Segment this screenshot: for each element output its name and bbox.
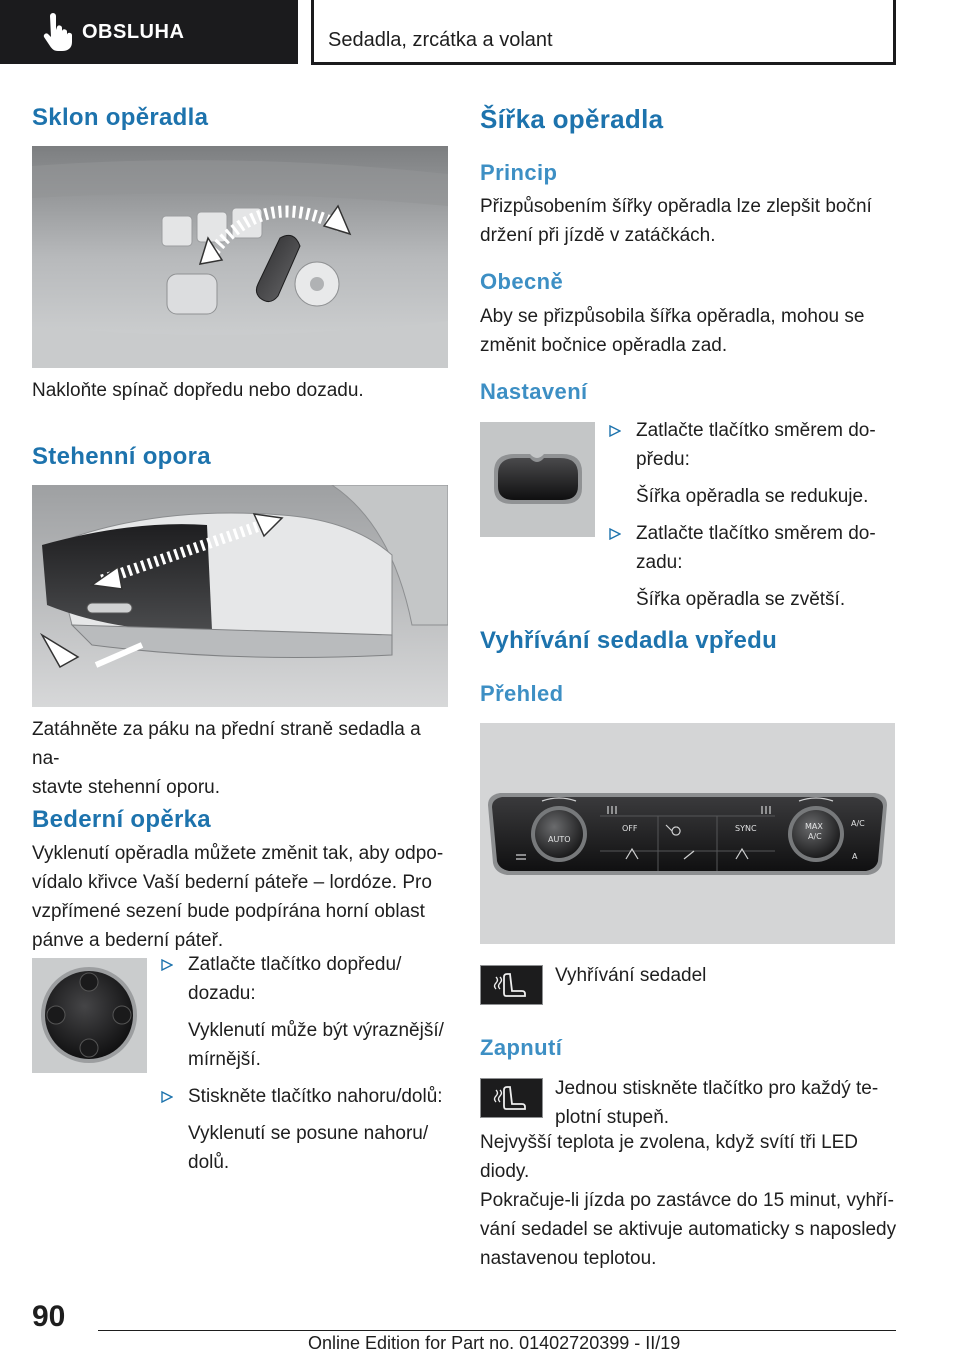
header-underline — [311, 62, 896, 65]
panel-label-sync: SYNC — [735, 824, 757, 833]
led-text: Nejvyšší teplota je zvolena, když svítí tři LED diody. — [480, 1132, 859, 1182]
thigh-support-image — [32, 485, 448, 707]
heading-backrest-tilt: Sklon opěradla — [32, 104, 209, 131]
lumbar-step-2-result: Vyklenutí se posune nahoru/ dolů. — [188, 1123, 429, 1173]
switch-on-text: Jednou stiskněte tlačítko pro každý te- plotní stupeň. — [555, 1078, 879, 1128]
backrest-switch-image — [32, 146, 448, 368]
climate-panel-image — [480, 723, 895, 944]
section-tab-label: OBSLUHA — [82, 20, 185, 43]
section-tab — [0, 0, 298, 64]
principle-text: Přizpůsobením šířky opěradla lze zlepšit boční držení při jízdě v zatáčkách. — [480, 196, 872, 246]
lumbar-step-1-result: Vyklenutí může být výraznější/ mírnější. — [188, 1020, 444, 1070]
header-divider — [311, 0, 314, 64]
header-end-line — [893, 0, 896, 65]
triangle-right-icon — [161, 1091, 173, 1103]
lumbar-steps — [161, 950, 461, 1185]
width-steps — [609, 416, 899, 622]
heading-seat-heating: Vyhřívání sedadla vpředu — [480, 627, 778, 654]
lumbar-step-1 — [161, 950, 461, 1074]
resume-text: Pokračuje-li jízda po zastávce do 15 minut, vyhří- vání sedadel se aktivuje automaticky s naposledy nastavenou teplotou. — [480, 1190, 897, 1269]
panel-label-max: MAX — [805, 822, 823, 831]
lumbar-button-image — [32, 958, 147, 1073]
width-step-1-result: Šířka opěradla se redukuje. — [636, 486, 869, 507]
width-step-2-action: Zatlačte tlačítko směrem do- zadu: — [636, 523, 876, 573]
heading-switch-on: Zapnutí — [480, 1035, 563, 1060]
width-step-1-action: Zatlačte tlačítko směrem do- předu: — [636, 420, 876, 470]
general-text: Aby se přizpůsobila šířka opěradla, mohou se změnit bočnice opěradla zad. — [480, 306, 865, 356]
seat-heating-icon-caption: Vyhřívání sedadel — [555, 965, 707, 986]
panel-label-ac: A/C — [851, 819, 865, 828]
triangle-right-icon — [609, 528, 621, 540]
triangle-right-icon — [609, 425, 621, 437]
footer-edition: Online Edition for Part no. 01402720399 - II/19 — [308, 1333, 681, 1353]
heading-general: Obecně — [480, 269, 564, 294]
width-button-image — [480, 422, 595, 537]
chapter-title: Sedadla, zrcátka a volant — [328, 29, 553, 51]
lumbar-step-1-action: Zatlačte tlačítko dopředu/ dozadu: — [188, 954, 402, 1004]
hand-pointer-icon — [38, 13, 72, 51]
footer-line — [98, 1330, 896, 1331]
lumbar-step-2 — [161, 1082, 461, 1177]
panel-label-auto-left: AUTO — [548, 835, 571, 844]
seat-heating-icon — [480, 965, 543, 1005]
width-step-2 — [609, 519, 899, 614]
width-step-1 — [609, 416, 899, 511]
heading-overview: Přehled — [480, 681, 564, 706]
lumbar-text: Vyklenutí opěradla můžete změnit tak, aby odpo- vídalo křivce Vaší bederní páteře – lordóze. Pro vzpřímené sezení bude podpírána horní oblast pánve a bederní páteř. — [32, 843, 444, 951]
panel-label-off: OFF — [622, 824, 638, 833]
heading-principle: Princip — [480, 160, 558, 185]
heading-backrest-width: Šířka opěradla — [480, 104, 664, 134]
lumbar-step-2-action: Stiskněte tlačítko nahoru/dolů: — [188, 1086, 443, 1107]
thigh-support-text: Zatáhněte za páku na přední straně sedadla a na- stavte stehenní oporu. — [32, 719, 421, 798]
heading-lumbar: Bederní opěrka — [32, 806, 211, 833]
width-step-2-result: Šířka opěradla se zvětší. — [636, 589, 846, 610]
panel-label-aa: A — [852, 852, 858, 861]
seat-heating-icon — [480, 1078, 543, 1118]
triangle-right-icon — [161, 959, 173, 971]
page-number: 90 — [32, 1300, 66, 1333]
panel-label-ac-knob: A/C — [808, 832, 822, 841]
heading-setting: Nastavení — [480, 379, 588, 404]
backrest-tilt-caption: Nakloňte spínač dopředu nebo dozadu. — [32, 380, 364, 401]
heading-thigh-support: Stehenní opora — [32, 443, 211, 470]
